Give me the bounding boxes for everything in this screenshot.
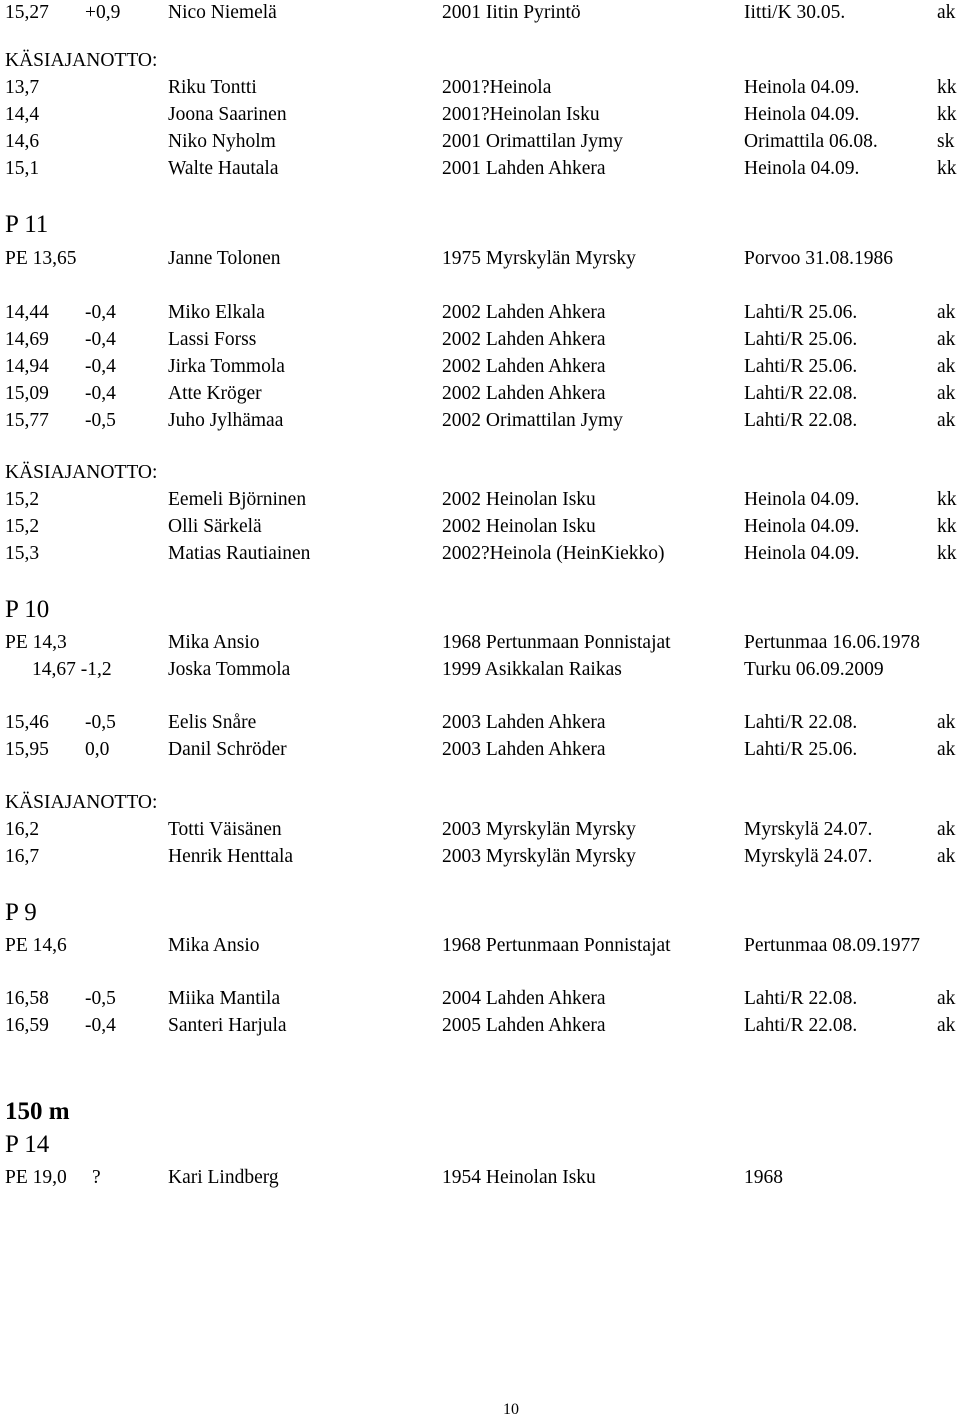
athlete-name: Nico Niemelä — [168, 2, 277, 23]
result-venue-date: Orimattila 06.08. — [744, 131, 878, 152]
athlete-name: Kari Lindberg — [168, 1167, 279, 1188]
result-venue-date: Heinola 04.09. — [744, 104, 860, 125]
result-wind: -0,5 — [85, 712, 116, 733]
athlete-club: 2004 Lahden Ahkera — [442, 988, 606, 1009]
athlete-name: Walte Hautala — [168, 158, 279, 179]
athlete-club: 2001?Heinolan Isku — [442, 104, 600, 125]
athlete-name: Lassi Forss — [168, 329, 257, 350]
result-wind: ? — [92, 1167, 101, 1188]
result-note: ak — [937, 302, 956, 323]
result-wind: -0,4 — [85, 329, 116, 350]
result-time: 15,46 — [5, 712, 49, 733]
result-venue-date: Heinola 04.09. — [744, 77, 860, 98]
athlete-name: Niko Nyholm — [168, 131, 276, 152]
result-venue-date: Lahti/R 25.06. — [744, 302, 858, 323]
athlete-club: 2003 Lahden Ahkera — [442, 739, 606, 760]
record-row — [0, 246, 960, 272]
athlete-club: 2002?Heinola (HeinKiekko) — [442, 543, 665, 564]
hand-timing-label: KÄSIAJANOTTO: — [5, 50, 158, 71]
record-time: PE 13,65 — [5, 248, 77, 269]
result-time: 14,94 — [5, 356, 49, 377]
result-row — [0, 129, 960, 155]
result-row — [0, 408, 960, 434]
result-time: 15,2 — [5, 489, 40, 510]
result-venue-date: Lahti/R 22.08. — [744, 988, 858, 1009]
result-row — [0, 541, 960, 567]
result-note: ak — [937, 356, 956, 377]
result-wind: +0,9 — [85, 2, 121, 23]
athlete-club: 1975 Myrskylän Myrsky — [442, 248, 636, 269]
result-wind: -0,4 — [85, 1015, 116, 1036]
result-note: ak — [937, 988, 956, 1009]
result-row — [0, 0, 960, 26]
result-time: 14,44 — [5, 302, 49, 323]
result-row — [0, 710, 960, 736]
athlete-club: 2002 Heinolan Isku — [442, 489, 596, 510]
result-time: 15,09 — [5, 383, 49, 404]
result-row — [0, 75, 960, 101]
result-row — [0, 817, 960, 843]
athlete-name: Mika Ansio — [168, 632, 260, 653]
record-venue-date: Pertunmaa 08.09.1977 — [744, 935, 921, 956]
result-note: ak — [937, 739, 956, 760]
result-wind: -0,5 — [85, 988, 116, 1009]
result-time: 15,2 — [5, 516, 40, 537]
result-time: 15,77 — [5, 410, 49, 431]
record-time: PE 14,6 — [5, 935, 67, 956]
result-venue-date: Lahti/R 22.08. — [744, 712, 858, 733]
result-time: 16,58 — [5, 988, 49, 1009]
record-row — [0, 933, 960, 959]
athlete-name: Totti Väisänen — [168, 819, 282, 840]
result-row — [0, 327, 960, 353]
hand-timing-label: KÄSIAJANOTTO: — [5, 792, 158, 813]
result-row — [0, 381, 960, 407]
record-venue-date: Pertunmaa 16.06.1978 — [744, 632, 921, 653]
result-time: 15,27 — [5, 2, 49, 23]
result-note: kk — [937, 543, 957, 564]
result-note: ak — [937, 2, 956, 23]
result-note: kk — [937, 158, 957, 179]
age-group-title: P 14 — [5, 1131, 50, 1158]
result-time: 13,7 — [5, 77, 40, 98]
result-row — [0, 1013, 960, 1039]
record-venue-date: Porvoo 31.08.1986 — [744, 248, 893, 269]
athlete-name: Miika Mantila — [168, 988, 281, 1009]
result-wind: 0,0 — [85, 739, 110, 760]
athlete-club: 2003 Lahden Ahkera — [442, 712, 606, 733]
result-venue-date: Heinola 04.09. — [744, 489, 860, 510]
athlete-club: 2002 Heinolan Isku — [442, 516, 596, 537]
result-row — [0, 354, 960, 380]
athlete-club: 2002 Lahden Ahkera — [442, 329, 606, 350]
athlete-club: 2001?Heinola — [442, 77, 552, 98]
athlete-name: Eelis Snåre — [168, 712, 257, 733]
result-venue-date: Heinola 04.09. — [744, 158, 860, 179]
athlete-name: Jirka Tommola — [168, 356, 285, 377]
result-time: 15,1 — [5, 158, 40, 179]
athlete-name: Santeri Harjula — [168, 1015, 287, 1036]
age-group-title: P 11 — [5, 211, 49, 238]
record-time: 14,67 -1,2 — [32, 659, 112, 680]
result-note: kk — [937, 104, 957, 125]
athlete-name: Henrik Henttala — [168, 846, 294, 867]
result-wind: -0,4 — [85, 383, 116, 404]
record-time: PE 19,0 — [5, 1167, 67, 1188]
age-group-title: P 10 — [5, 596, 50, 623]
result-row — [0, 986, 960, 1012]
athlete-club: 1999 Asikkalan Raikas — [442, 659, 622, 680]
age-group-title: P 9 — [5, 899, 37, 926]
result-venue-date: Lahti/R 25.06. — [744, 329, 858, 350]
athlete-name: Joona Saarinen — [168, 104, 287, 125]
result-venue-date: Heinola 04.09. — [744, 516, 860, 537]
athlete-club: 2002 Lahden Ahkera — [442, 302, 606, 323]
athlete-club: 2003 Myrskylän Myrsky — [442, 846, 636, 867]
result-row — [0, 156, 960, 182]
result-note: kk — [937, 489, 957, 510]
result-venue-date: Lahti/R 22.08. — [744, 1015, 858, 1036]
result-row — [0, 844, 960, 870]
record-row — [0, 1165, 960, 1191]
result-venue-date: Lahti/R 25.06. — [744, 356, 858, 377]
result-time: 14,6 — [5, 131, 40, 152]
result-note: ak — [937, 1015, 956, 1036]
athlete-name: Eemeli Björninen — [168, 489, 307, 510]
result-venue-date: Iitti/K 30.05. — [744, 2, 846, 23]
athlete-club: 2001 Iitin Pyrintö — [442, 2, 581, 23]
result-note: kk — [937, 516, 957, 537]
athlete-club: 2002 Lahden Ahkera — [442, 383, 606, 404]
athlete-name: Juho Jylhämaa — [168, 410, 284, 431]
hand-timing-label: KÄSIAJANOTTO: — [5, 462, 158, 483]
result-venue-date: Myrskylä 24.07. — [744, 819, 873, 840]
record-venue-date: Turku 06.09.2009 — [744, 659, 884, 680]
result-time: 15,95 — [5, 739, 49, 760]
result-wind: -0,4 — [85, 356, 116, 377]
result-time: 14,4 — [5, 104, 40, 125]
athlete-club: 2002 Lahden Ahkera — [442, 356, 606, 377]
record-row — [0, 630, 960, 656]
athlete-club: 1968 Pertunmaan Ponnistajat — [442, 935, 671, 956]
result-row — [0, 514, 960, 540]
athlete-name: Joska Tommola — [168, 659, 291, 680]
athlete-name: Janne Tolonen — [168, 248, 281, 269]
athlete-club: 1968 Pertunmaan Ponnistajat — [442, 632, 671, 653]
result-wind: -0,4 — [85, 302, 116, 323]
athlete-club: 1954 Heinolan Isku — [442, 1167, 596, 1188]
athlete-name: Matias Rautiainen — [168, 543, 311, 564]
result-note: kk — [937, 77, 957, 98]
athlete-club: 2003 Myrskylän Myrsky — [442, 819, 636, 840]
result-time: 16,59 — [5, 1015, 49, 1036]
result-venue-date: Heinola 04.09. — [744, 543, 860, 564]
result-note: ak — [937, 329, 956, 350]
result-wind: -0,5 — [85, 410, 116, 431]
athlete-name: Atte Kröger — [168, 383, 262, 404]
record-venue-date: 1968 — [744, 1167, 783, 1188]
result-row — [0, 487, 960, 513]
result-row — [0, 737, 960, 763]
result-row — [0, 102, 960, 128]
result-venue-date: Lahti/R 25.06. — [744, 739, 858, 760]
result-note: ak — [937, 819, 956, 840]
athlete-club: 2001 Lahden Ahkera — [442, 158, 606, 179]
result-venue-date: Lahti/R 22.08. — [744, 410, 858, 431]
result-time: 14,69 — [5, 329, 49, 350]
result-venue-date: Myrskylä 24.07. — [744, 846, 873, 867]
result-venue-date: Lahti/R 22.08. — [744, 383, 858, 404]
result-time: 16,7 — [5, 846, 40, 867]
result-time: 16,2 — [5, 819, 40, 840]
result-note: ak — [937, 846, 956, 867]
event-title: 150 m — [5, 1098, 70, 1125]
result-note: ak — [937, 712, 956, 733]
result-time: 15,3 — [5, 543, 40, 564]
page-number: 10 — [503, 1401, 519, 1418]
athlete-name: Miko Elkala — [168, 302, 265, 323]
record-time: PE 14,3 — [5, 632, 67, 653]
record-row — [0, 657, 960, 683]
athlete-club: 2005 Lahden Ahkera — [442, 1015, 606, 1036]
athlete-club: 2002 Orimattilan Jymy — [442, 410, 623, 431]
athlete-club: 2001 Orimattilan Jymy — [442, 131, 623, 152]
result-note: ak — [937, 383, 956, 404]
result-row — [0, 300, 960, 326]
athlete-name: Riku Tontti — [168, 77, 257, 98]
result-note: ak — [937, 410, 956, 431]
result-note: sk — [937, 131, 955, 152]
athlete-name: Mika Ansio — [168, 935, 260, 956]
athlete-name: Olli Särkelä — [168, 516, 262, 537]
athlete-name: Danil Schröder — [168, 739, 287, 760]
